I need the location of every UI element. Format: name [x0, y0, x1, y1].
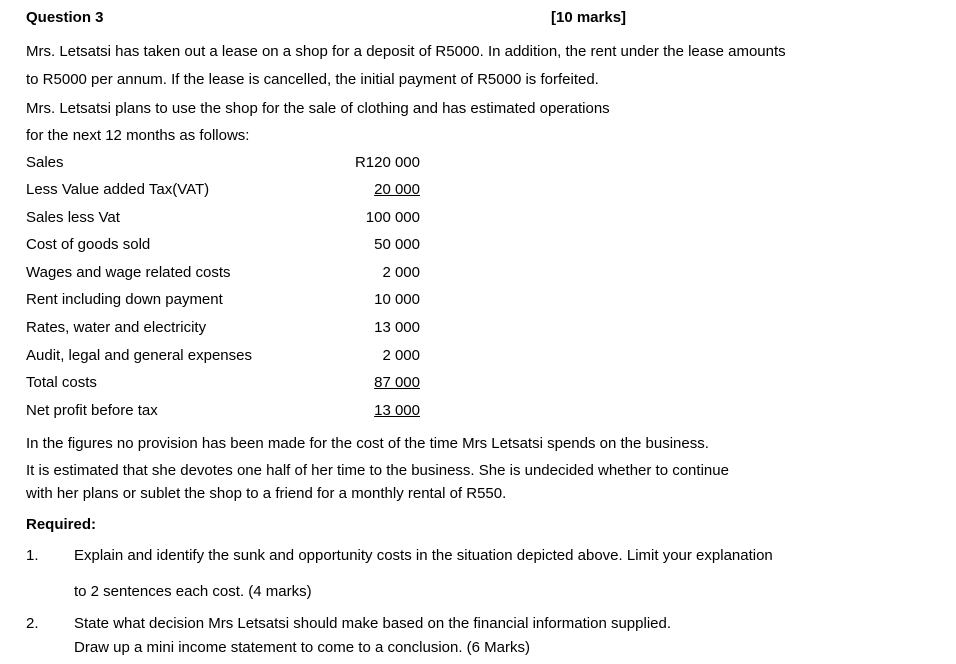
intro-line-1: Mrs. Letsatsi has taken out a lease on a shop for a deposit of R5000. In addition, the rent under the lease amounts [26, 43, 786, 60]
statement-row-label: Less Value added Tax(VAT) [26, 181, 210, 198]
required-item-text: Explain and identify the sunk and opportunity costs in the situation depicted above. Limit your explanation [74, 547, 773, 564]
statement-row-label: Sales less Vat [26, 209, 120, 226]
intro-line-4: for the next 12 months as follows: [26, 127, 250, 144]
intro-line-3: Mrs. Letsatsi plans to use the shop for the sale of clothing and has estimated operations [26, 100, 610, 117]
required-item-number: 2. [26, 615, 39, 632]
required-heading: Required: [26, 516, 97, 533]
statement-row-label: Rates, water and electricity [26, 319, 207, 336]
notes-line-2: It is estimated that she devotes one half of her time to the business. She is undecided whether to continue [26, 462, 729, 479]
statement-row-value: 13 000 [374, 402, 420, 419]
required-item-number: 1. [26, 547, 39, 564]
statement-row-value: 100 000 [365, 209, 420, 226]
statement-row-value: 10 000 [374, 291, 420, 308]
question-title: Question 3 [26, 9, 104, 26]
statement-row-value: 13 000 [374, 319, 420, 336]
statement-row-label: Sales [26, 154, 64, 171]
statement-row-value: R120 000 [354, 154, 420, 171]
statement-row-label: Rent including down payment [26, 291, 223, 308]
statement-row-label: Wages and wage related costs [26, 264, 231, 281]
statement-row-value: 50 000 [374, 236, 420, 253]
statement-row-label: Cost of goods sold [26, 236, 151, 253]
statement-row-label: Net profit before tax [26, 402, 158, 419]
statement-row-value: 87 000 [374, 374, 420, 391]
notes-line-1: In the figures no provision has been made for the cost of the time Mrs Letsatsi spends on the business. [26, 435, 709, 452]
statement-row-label: Audit, legal and general expenses [26, 347, 252, 364]
notes-line-3: with her plans or sublet the shop to a friend for a monthly rental of R550. [26, 485, 507, 502]
statement-row-value: 20 000 [374, 181, 420, 198]
statement-row-label: Total costs [26, 374, 97, 391]
marks-label: [10 marks] [551, 9, 627, 26]
intro-line-2: to R5000 per annum. If the lease is cancelled, the initial payment of R5000 is forfeited. [26, 71, 599, 88]
required-item-text: Draw up a mini income statement to come to a conclusion. (6 Marks) [74, 639, 531, 656]
required-item-text: to 2 sentences each cost. (4 marks) [74, 583, 312, 600]
statement-row-value: 2 000 [382, 264, 420, 281]
required-item-text: State what decision Mrs Letsatsi should make based on the financial information supplied. [74, 615, 672, 632]
statement-row-value: 2 000 [382, 347, 420, 364]
